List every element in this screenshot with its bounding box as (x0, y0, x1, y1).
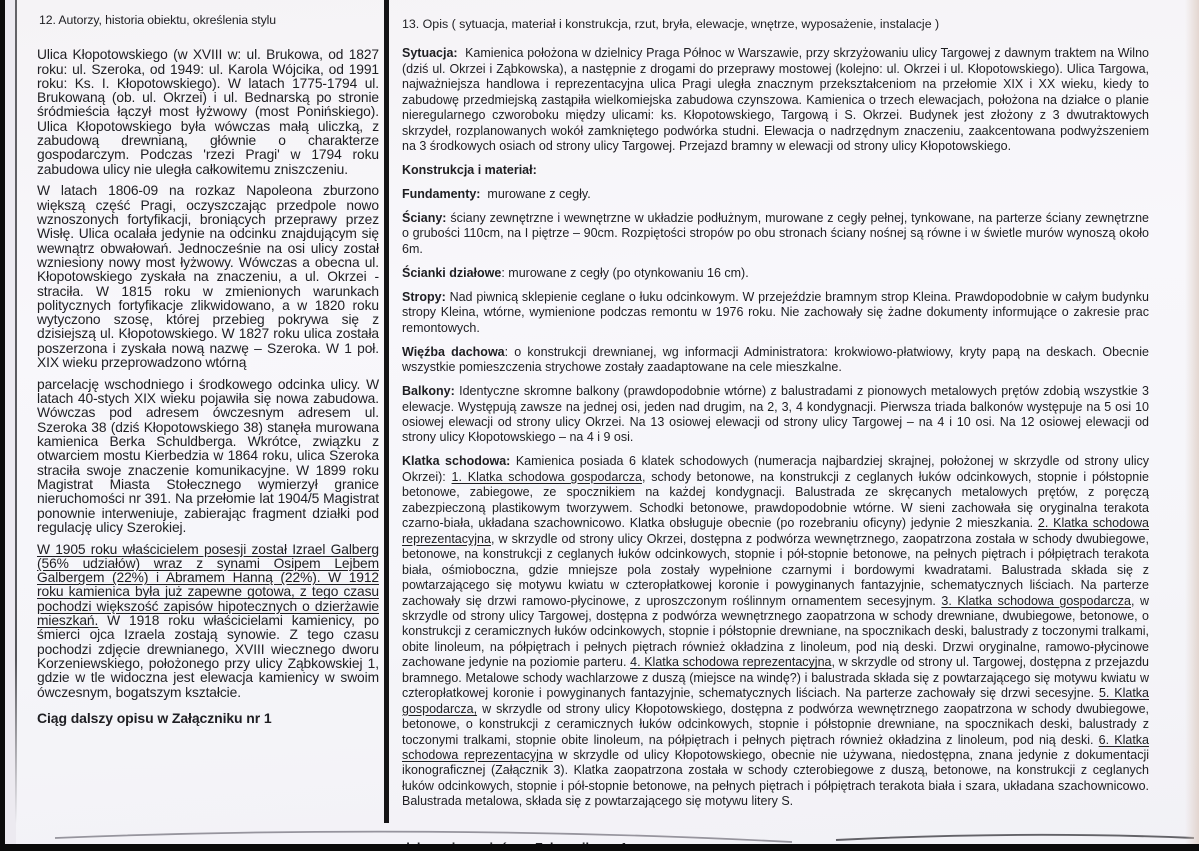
section-13-description (402, 17, 1149, 851)
bold-text: Ciąg dalszy opisu w Załączniku nr 1 (37, 709, 272, 726)
text-run: W 1918 roku właścicielami kamienicy, po śmierci ojca Izraela zostają synowie. Z tego czasu pochodzi zdjęcie drewnianego, XVIII wiecznego dworu Korzeniewskiego, położonego przy ulicy Ząbkowskiej 1, gdzie w tle widoczna jest elewacja kamienicy w swoim ówczesnym, bogatszym kształcie. (37, 613, 379, 700)
bold-text: Więźba dachowa (402, 344, 505, 359)
underlined-text: 4. Klatka schodowa reprezentacyjna (630, 655, 832, 670)
text-run: : o konstrukcji drewnianej, wg informacji Administratora: krokwiowo-płatwiowy, kryty papą na deskach. Obecnie wszystkie pomieszczenia strychowe zostały zaadaptowane na cele mieszkalne. (402, 344, 1149, 375)
text-run: w skrzydle od ulicy Kłopotowskiego, obecnie nie używana, niedostępna, znana jedynie z dokumentacji ikonograficznej (Załącznik 3). Klatka zaopatrzona została w schody czterobiegowe z duszą, betonowe, na konstrukcji z ceglanych łuków odcinkowych, stopnie i pół-stopnie betonowe, na pełnych piętrach i półpiętrach terakota biała i szara, układana szachownicowo. Balustrada metalowa, składa się z powtarzającego się motywu litery S. (402, 748, 1150, 809)
scianki-dzialowe (402, 266, 1149, 281)
bold-text: Sytuacja: (402, 46, 458, 61)
underlined-text: 6. Klatka schodowa reprezentacyjna (402, 732, 1149, 763)
underlined-text: 2. Klatka schodowa reprezentacyjna (402, 516, 1149, 546)
text-run: , w skrzydle od strony ulicy Targowej, dostępna z podwórza wewnętrznego zaopatrzona w schody drewniane, dwubiegowe, betonowe, o konstrukcji z ceramicznych łuków odcinkowych, stopnie i półstopnie drewniane, na spocznikach deski, balustrady z toczonymi tralkami, obite linoleum, na półpiętrach i pełnych piętrach również okładzina z linoleum, pod nią deski. Drzwi oryginalne, ramowo-płycinowe zachowane jedynie na poziomie parteru. (402, 593, 1149, 670)
bold-text: Klatka schodowa: (402, 454, 511, 469)
history-paragraph-2 (37, 184, 379, 370)
balkony (402, 384, 1149, 446)
text-run: W latach 1806-09 na rozkaz Napoleona zburzono większą część Pragi, oczyszczając przedpole nowo wznoszonych fortyfikacji, broniących przeprawy przez Wisłę. Ulica ocalała jedynie na odcinku znajdującym się wewnątrz obwałowań. Jednocześnie na osi ulicy został wzniesiony nowy most łyżwowy. Wówczas a obecna ul. Kłopotowskiego zyskała na znaczeniu, a ul. Okrzei - straciła. W 1815 roku w zmienionych warunkach politycznych fortyfikacje zlikwidowano, a w 1820 roku wytyczono szosę, której przebieg pokrywa się z dzisiejszą ul. Kłopotowskiego. W 1827 roku ulica została poszerzona i zyskała nową nazwę – Szeroka. W 1 poł. XIX wieku przeprowadzono wtórną (37, 183, 379, 371)
bold-text: Fundamenty: (402, 187, 481, 202)
wiezba-dachowa (402, 345, 1149, 376)
section-13-body (402, 46, 1149, 851)
scan-bottom-edge (0, 844, 1199, 851)
bold-text: Stropy: (402, 289, 446, 304)
section-12-heading: 12. Autorzy, historia obiektu, określenia stylu (39, 13, 277, 27)
column-divider-line (384, 0, 389, 823)
history-paragraph-1 (37, 48, 379, 177)
konstrukcja-i-material (402, 163, 1149, 178)
underlined-text: 3. Klatka schodowa gospodarcza (941, 593, 1131, 608)
text-run: , w skrzydle od strony ul. Targowej, dostępna z przejazdu bramnego. Metalowe schody wachlarzowe z duszą (miejsce na windę?) i balustrada składa się z powtarzającego się motywu kwiatu w czteropłatkowej koronie i powyginanych fantazyjnie, schematycznych liściach. Na parterze zachowały się drzwi secesyjne. (402, 655, 1149, 701)
section-12-authors-history (37, 13, 379, 733)
fundamenty (402, 187, 1149, 202)
text-run: Kamienica położona w dzielnicy Praga Północ w Warszawie, przy skrzyżowaniu ulicy Targowej z dawnym traktem na Wilno (dziś ul. Okrzei i Ząbkowska), a następnie z drogami do przeprawy mostowej (kolejno: ul. Okrzei i ul. Kłopotowskiego). Ulica Targowa, najważniejsza handlowa i reprezentacyjna ulica Pragi uległa znacznym przekształceniom na przełomie XIX i XX wieku, kiedy to zabudowę przedmiejską zastąpiła wielkomiejska zabudowa czynszowa. Kamienica o trzech elewacjach, położona na działce o planie nieregularnego czworoboku między ulicami: ks. Kłopotowskiego, Targową i S. Okrzei. Budynek jest złożony z 3 dwutraktowych skrzydeł, rozplanowanych wokół zamkniętego podwórka studni. Elewacja o nadrzędnym znaczeniu, zaakcentowana podwyższeniem na 3 środkowych osiach od strony ulicy Targowej. Przejazd bramny w elewacji od strony ulicy Kłopotowskiego. (402, 46, 1149, 154)
section-12-body (37, 48, 379, 725)
text-run: parcelację wschodniego i środkowego odcinka ulicy. W latach 40-stych XIX wieku pojawiła się nowa zabudowa. Wówczas pod adresem ówczesnym adresem ul. Szeroka 38 (dziś Kłopotowskiego 38) stanęła murowana kamienica Berka Schuldberga. Wkrótce, związku z otwarciem mostu Kierbedzia w 1864 roku, ulica Szeroka straciła swoje znaczenie komunikacyjne. W 1899 roku Magistrat Miasta Stołecznego wymierzył granice nieruchomości nr 391. Na przełomie lat 1904/5 Magistrat ponownie interweniuje, zabierając fragment działki pod regulację ulicy Szerokiej. (37, 376, 379, 535)
text-run: Nad piwnicą sklepienie ceglane o łuku odcinkowym. W przejeździe bramnym strop Kleina. Prawdopodobnie w całym budynku stropy Kleina, wtórne, wymienione podczas remontu w 1976 roku. Nie zachowały się żadne dokumenty informujące o zakresie prac remontowych. (402, 289, 1149, 335)
text-run: murowane z cegły. (480, 187, 591, 202)
text-run: ściany zewnętrzne i wewnętrzne w układzie podłużnym, murowane z cegły pełnej, tynkowane, na parterze ściany zewnętrzne o grubości 110cm, na I piętrze – 90cm. Rozpiętości stropów po obu stronach ściany nośnej są równe i w świetle murów wynoszą około 6m. (402, 211, 1149, 256)
paper-fold-line (15, 0, 17, 824)
sciany (402, 211, 1149, 257)
underlined-text: 5. Klatka gospodarcza, (402, 686, 1150, 716)
scan-right-edge (1185, 0, 1199, 851)
klatka-schodowa (402, 454, 1149, 809)
text-run: , w skrzydle od strony ulicy Okrzei, dostępna z podwórza wewnętrznego, zaopatrzona została w schody dwubiegowe, betonowe, na konstrukcji z ceglanych łuków odcinkowych, stopnie i pół-stopnie betonowe, na pełnych piętrach i półpiętrach terakota biała, ośmioboczna, gdzie mniejsze pola zostały wypełnione czarnymi i bordowymi kwadratami. Balustrada składa się z powtarzającego się motywu kwiatu w czteropłatkowej koronie i powyginanych fantazyjnie, schematycznych liściach. Na parterze zachowały się drzwi ramowo-płycinowe, z uproszczonym roślinnym ornamentem secesyjnym. (402, 531, 1149, 608)
bold-text: Konstrukcja i materiał: (402, 163, 537, 178)
text-run: Kamienica posiada 6 klatek schodowych (numeracja najbardziej skrajnej, położonej w skrzydle od strony ulicy Okrzei): (402, 454, 1149, 484)
bold-text: Ścianki działowe (402, 265, 502, 280)
stropy (402, 290, 1149, 336)
text-run: : murowane z cegły (po otynkowaniu 16 cm). (501, 265, 749, 280)
history-paragraph-4 (37, 543, 379, 700)
text-run: Ulica Kłopotowskiego (w XVIII w: ul. Brukowa, od 1827 roku: ul. Szeroka, od 1949: ul. Karola Wójcika, od 1991 roku: Ks. I. Kłopotowskiego). W latach 1775-1794 ul. Brukowaną (ob. ul. Okrzei) i ul. Bednarską po stronie śródmieścia łączył most łyżwowy (most Ponińskiego). Ulica Kłopotowskiego była wówczas małą uliczką, z zabudową drewnianą, głównie o charakterze gospodarczym. Podczas 'rzezi Pragi' w 1794 roku zabudowa ulicy nie uległa całkowitemu zniszczeniu. (37, 47, 379, 177)
section-13-heading: 13. Opis ( sytuacja, materiał i konstrukcja, rzut, bryła, elewacje, wnętrze, wyposażenie, instalacje ) (402, 17, 940, 31)
text-run: w skrzydle od strony ulicy Kłopotowskiego, dostępna z podwórza wewnętrznego zaopatrzona w schody dwubiegowe, betonowe, o konstrukcji z ceramicznych łuków odcinkowych, stopnie i półstopnie drewniane, na spocznikach deski, balustrady z toczonymi tralkami, stopnie obite linoleum, na półpiętrach i pełnych piętrach również okładzina z linoleum, pod nią deski. (402, 701, 1149, 747)
left-footer-note (37, 711, 379, 725)
bold-text: Ściany: (402, 211, 447, 226)
sytuacja (402, 46, 1149, 154)
text-run: Identyczne skromne balkony (prawdopodobnie wtórne) z balustradami z pionowych metalowych prętów zdobią wszystkie 3 elewacje. Występują zawsze na jednej osi, jeden nad drugim, na 2, 3, 4 kondygnacji. Pierwsza triada balkonów występuje na 5 osi 10 osiowej elewacji od strony ulicy Okrzei. Na 13 osiowej elewacji od strony ulicy Targowej – na 4 i 10 osi. Na 12 osiowej elewacji od strony ulicy Kłopotowskiego – na 4 i 9 osi. (402, 384, 1149, 445)
underlined-text: 1. Klatka schodowa gospodarcza (451, 469, 642, 484)
underlined-text: W 1905 roku właścicielem posesji został Izrael Galberg (56% udziałów) wraz z synami Osipem Lejbem Galbergem (22%) i Abramem Hanną (22%). W 1912 roku kamienica była już zapewne gotowa, z tego czasu pochodzi większość zapisów hipotecznych o dzierżawie mieszkań. (37, 541, 379, 629)
text-run: , schody betonowe, na konstrukcji z ceglanych łuków odcinkowych, stopnie i półstopnie betonowe, zabiegowe, ze spocznikiem na każdej kondygnacji. Balustrada ze skręcanych metalowych prętów, z poręczą zabezpieczoną plastikowym tworzywem. Schodki betonowe, prawdopodobnie wtórne. W sieni zachowała się oryginalna terakota czarno-biała, układana szachownicowo. Klatka obsługuje obecnie (po rozebraniu oficyny) jedynie 2 mieszkania. (402, 469, 1149, 531)
bold-text: Balkony: (402, 384, 455, 399)
history-paragraph-3 (37, 378, 379, 535)
